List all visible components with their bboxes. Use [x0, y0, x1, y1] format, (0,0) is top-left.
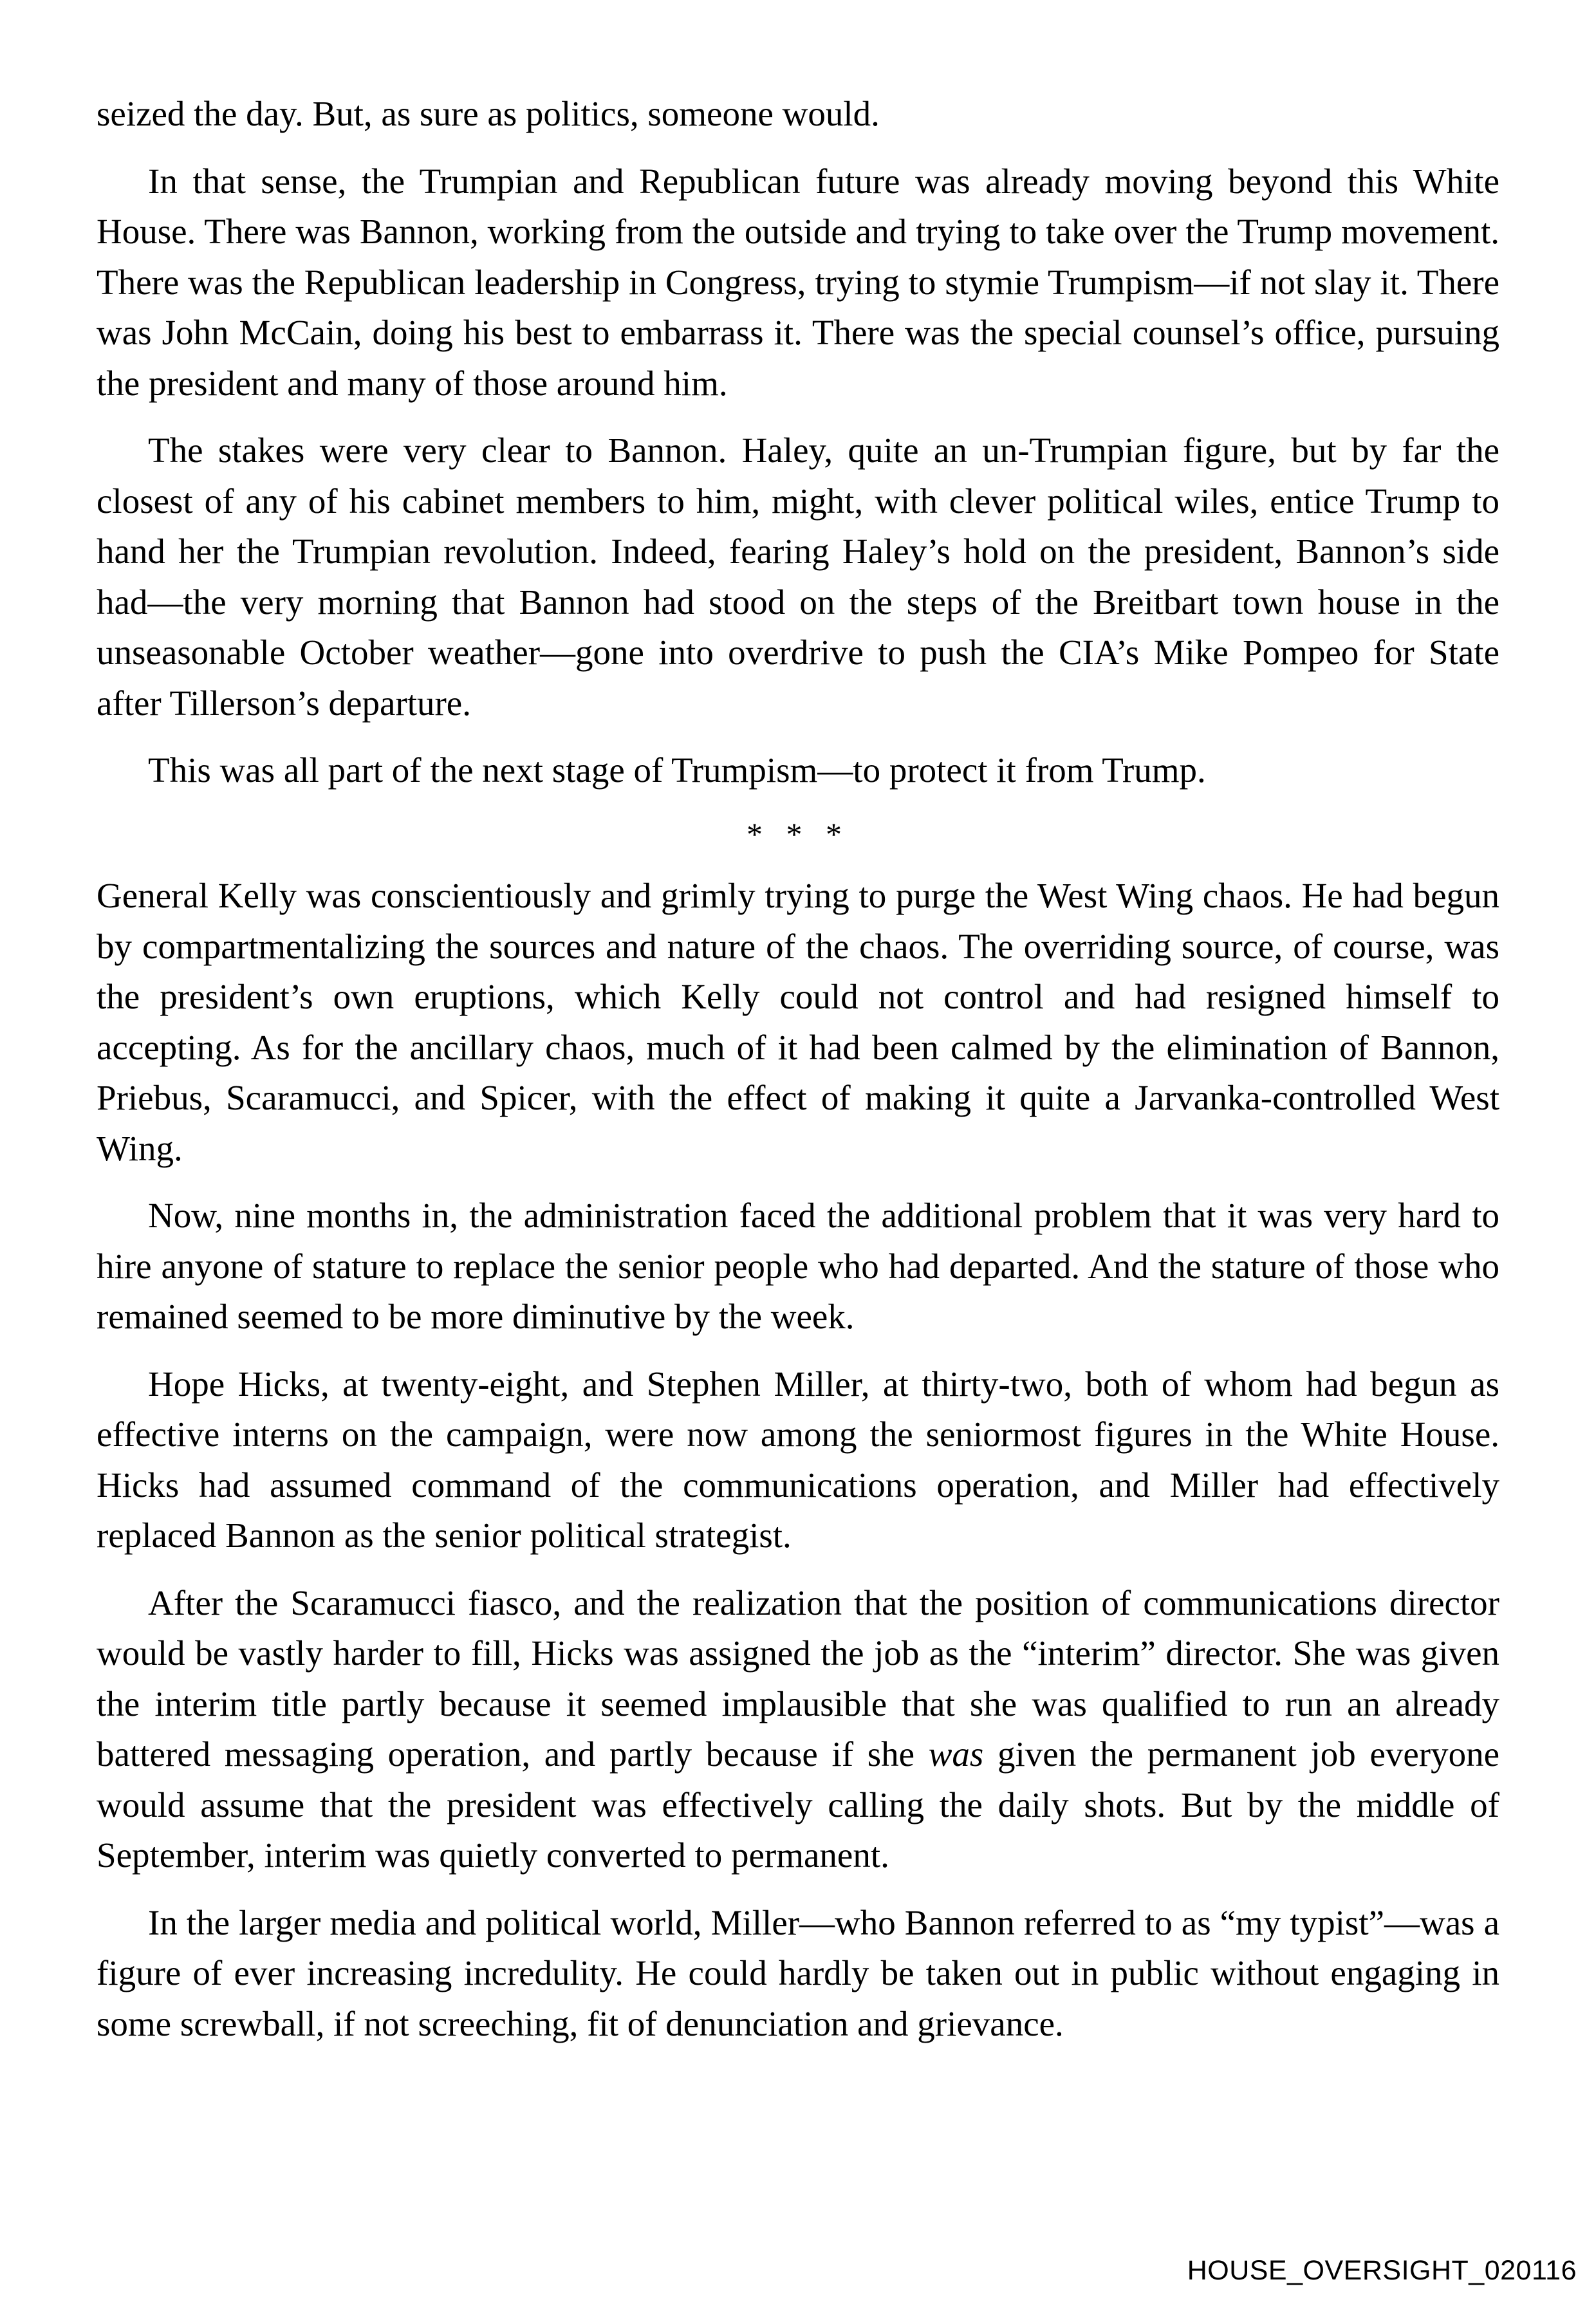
paragraph-trumpian-future: In that sense, the Trumpian and Republican future was already moving beyond this White House. There was Bannon, working from the outside and trying to take over the Trump movement. There was the Republican leadership in Congress, trying to stymie Trumpism—if not slay it. There was John McCain, doing his best to embarrass it. There was the special counsel’s office, pursuing the president and many of those around him.: [97, 161, 1499, 403]
paragraph-miller-typist: In the larger media and political world, Miller—who Bannon referred to as “my typist”—was a figure of ever increasing incredulity. He could hardly be taken out in public without engaging in some screwball, if not screeching, fit of denunciation and grievance.: [97, 1902, 1499, 2043]
italic-emphasis: was: [928, 1734, 984, 1774]
paragraph-next-stage: This was all part of the next stage of Trumpism—to protect it from Trump.: [148, 750, 1206, 790]
paragraph-nine-months: Now, nine months in, the administration faced the additional problem that it was very hard to hire anyone of stature to replace the senior people who had departed. And the stature of those who remained seemed to be more diminutive by the week.: [97, 1196, 1499, 1336]
paragraph-scaramucci-fiasco: [97, 1578, 1499, 1881]
paragraph-continuation: seized the day. But, as sure as politics, someone would.: [97, 94, 880, 133]
paragraph-text-part: After the Scaramucci fiasco, and the realization that the position of communications director would be vastly harder to fill, Hicks was assigned the job as the “interim” director. She was given the interim title partly because it seemed implausible that she was qualified to run an already battered messaging operation, and partly because if she: [97, 1583, 1499, 1774]
paragraph-hicks-miller: Hope Hicks, at twenty-eight, and Stephen Miller, at thirty-two, both of whom had begun as effective interns on the campaign, were now among the seniormost figures in the White House. Hicks had assumed command of the communications operation, and Miller had effectively replaced Bannon as the senior political strategist.: [97, 1364, 1499, 1555]
section-break: * * *: [747, 815, 849, 852]
paragraph-general-kelly: General Kelly was conscientiously and grimly trying to purge the West Wing chaos. He had begun by compartmentalizing the sources and nature of the chaos. The overriding source, of course, was the president’s own eruptions, which Kelly could not control and had resigned himself to accepting. As for the ancillary chaos, much of it had been calmed by the elimination of Bannon, Priebus, Scaramucci, and Spicer, with the effect of making it quite a Jarvanka-controlled West Wing.: [97, 876, 1499, 1168]
paragraph-text-part: given the permanent job everyone would assume that the president was effectively calling the daily shots. But by the middle of September, interim was quietly converted to permanent.: [97, 1734, 1500, 1875]
bates-stamp: HOUSE_OVERSIGHT_020116: [1187, 2255, 1577, 2286]
document-page: [97, 89, 1499, 2066]
paragraph-stakes-bannon: The stakes were very clear to Bannon. Haley, quite an un-Trumpian figure, but by far the closest of any of his cabinet members to him, might, with clever political wiles, entice Trump to hand her the Trumpian revolution. Indeed, fearing Haley’s hold on the president, Bannon’s side had—the very morning that Bannon had stood on the steps of the Breitbart town house in the unseasonable October weather—gone into overdrive to push the CIA’s Mike Pompeo for State after Tillerson’s departure.: [97, 431, 1499, 723]
